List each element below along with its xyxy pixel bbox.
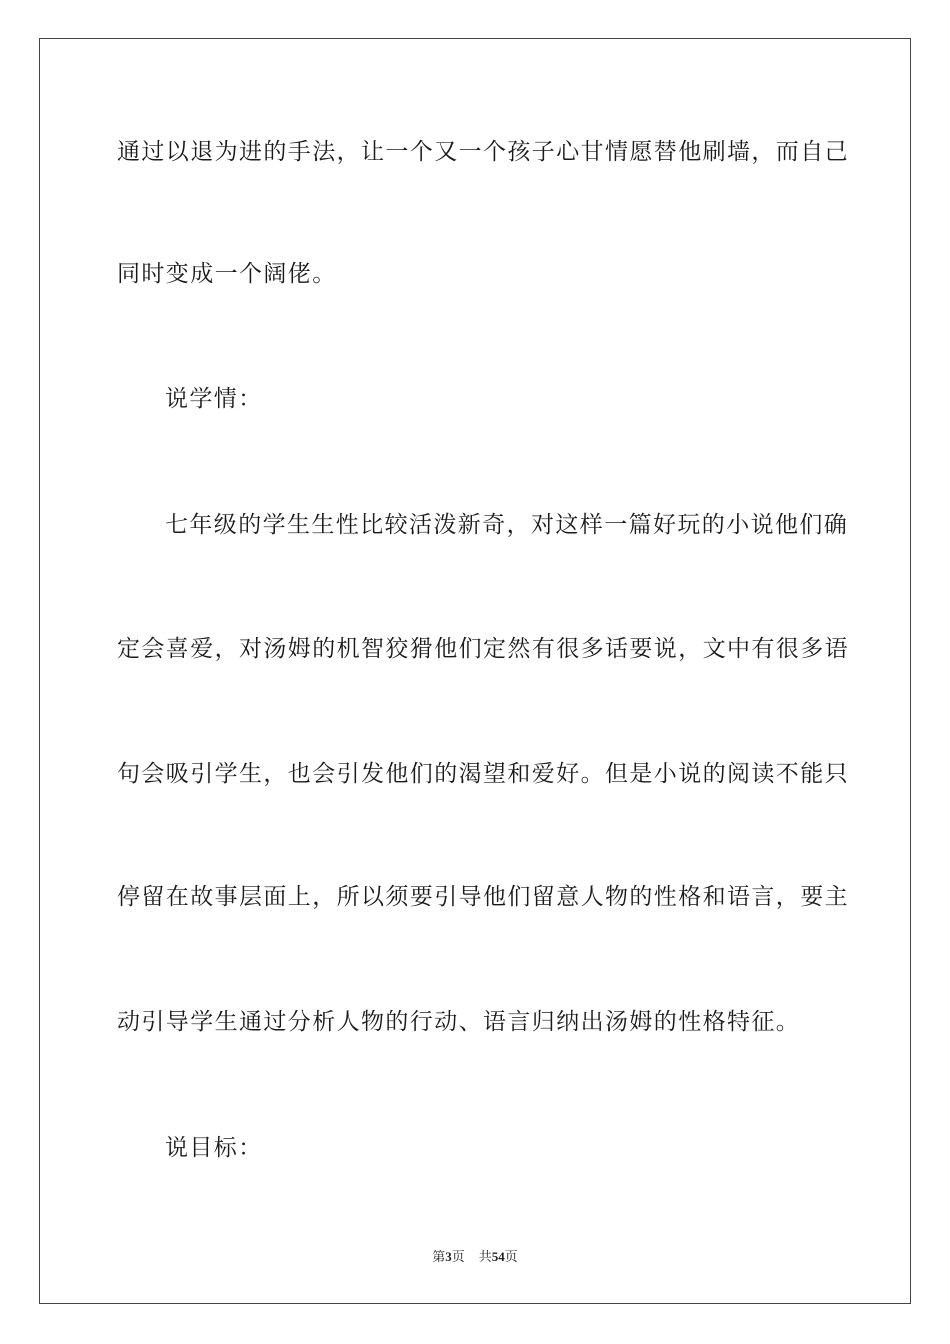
page-border: [39, 38, 911, 1304]
current-page-number: 3: [445, 1249, 452, 1264]
body-text-line: 停留在故事层面上，所以须要引导他们留意人物的性格和语言，要主: [117, 884, 849, 910]
body-text-line: 同时变成一个阔佬。: [117, 261, 337, 287]
section-heading-student-analysis: 说学情：: [165, 386, 263, 412]
total-page-count: 54: [491, 1249, 505, 1264]
body-text-line: 通过以退为进的手法，让一个又一个孩子心甘情愿替他刷墙，而自己: [117, 139, 849, 165]
page-footer: [0, 1248, 950, 1266]
page-label-prefix: 第: [432, 1249, 446, 1264]
body-text-line: 句会吸引学生，也会引发他们的渴望和爱好。但是小说的阅读不能只: [117, 761, 849, 787]
body-text-line: 动引导学生通过分析人物的行动、语言归纳出汤姆的性格特征。: [117, 1009, 801, 1035]
total-label-prefix: 共: [478, 1249, 492, 1264]
page-label-suffix: 页: [451, 1249, 465, 1264]
body-text-line: 定会喜爱，对汤姆的机智狡猾他们定然有很多话要说，文中有很多语: [117, 636, 849, 662]
body-text-line: 七年级的学生生性比较活泼新奇，对这样一篇好玩的小说他们确: [165, 512, 849, 538]
section-heading-objectives: 说目标：: [165, 1135, 263, 1161]
total-label-suffix: 页: [504, 1249, 518, 1264]
